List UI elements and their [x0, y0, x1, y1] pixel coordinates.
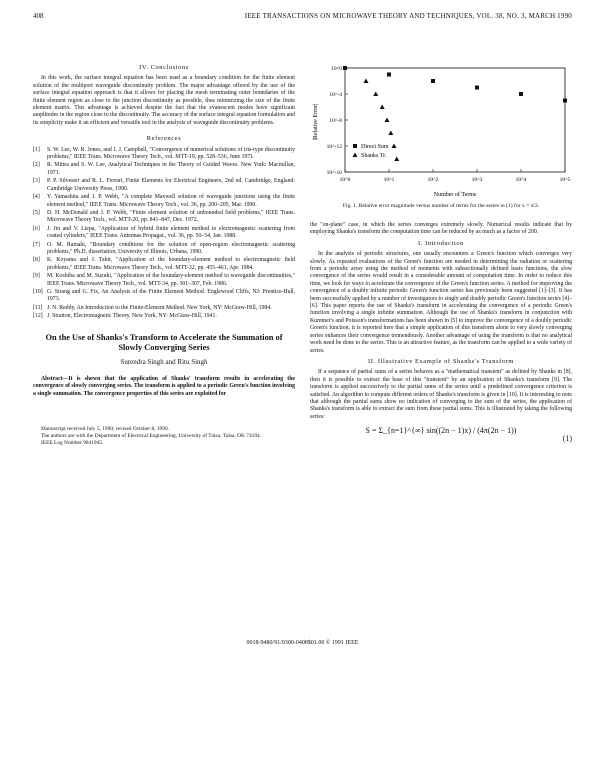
reference-text: J. Jin and V. Liepa, "Application of hybrid finite element method to electromagnetic scattering from coated cylinders," IEEE Trans. Antennas Propagat., vol. 36, pp. 50–54, Jan. 1988. [47, 225, 295, 240]
conclusions-body: In this work, the surface integral equation has been used as a boundary condition for the finite element solution of the multiport waveguide discontinuity problem. The major advantage offered by the use of the surface integral equation approach is that it allows for placing the mesh terminating outer boundaries of the finite element region as close to the junction discontinuity as possible, thus minimizing the size of the finite element matrix. This advantage is achieved despite the fact that the evanescent modes have significant amplitudes in the region close to the discontinuity. The accuracy of the surface integral equation formulation and its simplicity make it an efficient and versatile tool in the analysis of waveguide discontinuity problems. [33, 75, 295, 126]
reference-text: J. N. Reddy, An Introduction to the Finite-Element Method. New York, NY: McGraw-Hill, 1984. [47, 304, 272, 311]
legend [353, 144, 389, 159]
article-authors: Surendra Singh and Ritu Singh [120, 357, 208, 366]
shanks-point [392, 144, 397, 149]
direct-sum-point [431, 79, 435, 83]
right-column [310, 222, 572, 444]
shanks-point [363, 79, 368, 84]
introduction-body: In the analysis of periodic structures, one usually encounters a Green's function which converges very slowly. As repeated evaluations of the Green's function are needed in determining the radiation or scattering from a periodic array using the method of moments with subsectionally defined basis functions, the slow convergence of the series would result in a considerable amount of computation time. In order to reduce this time, we look for ways to accelerate the convergence of the Green's function series. A method for improving the convergence of a doubly infinite periodic Green's function series has previously been suggested [1]–[3]. It has been successfully applied by a number of investigators to singly and doubly periodic Green's function series [4]–[6]. This paper reports the use of Shanks's transform in accelerating the convergence of a periodic Green's function involving a single infinite summation. Although the use of Shanks's transform in conjunction with Kummer's and Poisson's transformations has been shown in [5] to improve the convergence of a doubly periodic Green's function, it is reported here that a simple application of this transform alone to very slowly converging series enhances their convergence tremendously. Another advantage of using the transform is that no analytical work need be done to the series. This is an attractive feature, as the transform can be applied to a wide variety of series. [310, 251, 572, 354]
reference-number: [2] [33, 162, 40, 169]
page-header [33, 12, 572, 24]
reference-item [33, 147, 295, 162]
reference-text: R. Mittra and S. W. Lee, Analytical Techniques in the Theory of Guided Waves. New York: Macmillan, 1971. [47, 162, 295, 176]
legend-label: Shanks Tr. [361, 153, 387, 159]
reference-number: [5] [33, 209, 40, 216]
reference-item [33, 242, 295, 257]
footnote-affiliation: The authors are with the Department of Electrical Engineering, University of Tulsa, Tulsa, OK 74104. [41, 433, 262, 440]
equation-1 [310, 426, 572, 444]
footnote-received: Manuscript received July 5, 1990; revised October 8, 1990. [41, 426, 169, 433]
reference-number: [4] [33, 194, 40, 201]
axis-ticks [327, 66, 571, 183]
section-2-heading: II. Illustrative Example of Shanks's Transform [368, 357, 514, 365]
reference-text: M. Koshiba and M. Suzuki, "Application of the boundary-element method to waveguide discontinuities," IEEE Trans. Microwave Theory Tech., vol. MTT-34, pp. 301–307, Feb. 1986. [47, 273, 295, 287]
figure-caption: Fig. 1. Relative error magnitude versus number of terms for the series in (1) for x = π/2. [342, 203, 540, 209]
y-tick-label: 10^-12 [326, 144, 342, 150]
x-tick-label: 10^0 [339, 177, 351, 183]
x-tick-label: 10^5 [559, 177, 571, 183]
direct-sum-point [343, 66, 347, 70]
y-axis-label: |Relative Error| [313, 103, 319, 141]
reference-number: [7] [33, 241, 40, 248]
reference-item [33, 226, 295, 241]
direct-sum-point [519, 92, 523, 96]
legend-label: Direct Sum [361, 144, 389, 150]
reference-item [33, 289, 295, 304]
article-title: On the Use of Shanks's Transform to Accelerate the Summation of Slowly Converging Series [45, 332, 283, 352]
abstract-continuation: the "on-plane" case, in which the series converges extremely slowly. Numerical results indicate that by employing Shanks's transform the computation time can be reduced by as much as a factor of 200. [310, 222, 572, 236]
conclusions-heading: IV. Conclusions [139, 64, 189, 71]
reference-text: S. W. Lee, W. R. Jones, and J. J. Campbell, "Convergence of numerical solutions of iris-type discontinuity problems," IEEE Trans. Microwave Theory Tech., vol. MTT-19, pp. 528–536, June 1971. [47, 146, 295, 161]
reference-item [33, 194, 295, 209]
section-2-body: If a sequence of partial sums of a series behaves as a "mathematical transient" as defined by Shanks in [8], then it is possible to extract the base of this "transient" by an application of Shanks's transform [9]. The transform is applied successively to the partial sums of the series until a predefined convergence criterion is satisfied. An algorithm to compute different orders of Shanks's transform is given in [10]. It is interesting to note that although the partial sums show no indication of converging to the sum of the series, the application of Shanks's transform is able to extract the sum from these partial sums. This is illustrated by taking the following series: [310, 369, 572, 420]
legend-marker-triangle [353, 153, 358, 158]
x-tick-label: 10^3 [471, 177, 483, 183]
direct-sum-point [563, 99, 567, 103]
reference-item [33, 273, 295, 288]
y-tick-label: 10^-16 [326, 170, 342, 176]
references-heading: References [146, 135, 182, 143]
reference-number: [3] [33, 178, 40, 185]
page-number: 408 [33, 12, 44, 20]
direct-sum-point [387, 73, 391, 77]
reference-text: Y. Yamashita and J. P. Webb, "A complete Maxwell solution of waveguide junctions using the finite element method," IEEE Trans. Microwave Theory Tech., vol. 36, pp. 200–205, Mar. 1990. [47, 194, 295, 208]
direct-sum-point [475, 86, 479, 90]
reference-number: [1] [33, 146, 40, 153]
reference-item [33, 162, 295, 177]
x-axis-label: Number of Terms [433, 192, 477, 198]
footnotes [33, 426, 295, 446]
shanks-point [394, 157, 399, 162]
reference-text: O. M. Ramahi, "Boundary conditions for the solution of open-region electromagnetic scattering problems," Ph.D. dissertation, University of Illinois, Urbana, 1990. [47, 241, 295, 255]
shanks-point [380, 105, 385, 110]
reference-item [33, 210, 295, 225]
reference-item [33, 178, 295, 193]
reference-number: [6] [33, 225, 40, 232]
x-tick-label: 10^2 [427, 177, 439, 183]
legend-marker-square [353, 144, 357, 148]
left-column [33, 62, 295, 447]
running-title: IEEE TRANSACTIONS ON MICROWAVE THEORY AND TECHNIQUES, VOL. 38, NO. 3, MARCH 1990 [244, 12, 572, 20]
x-tick-label: 10^1 [383, 177, 395, 183]
references-section [33, 135, 295, 320]
reference-number: [11] [33, 304, 43, 311]
y-tick-label: 10^-4 [329, 92, 342, 98]
reference-number: [8] [33, 257, 40, 264]
article-abstract: Abstract—It is shown that the application of Shanks' transform results in accelerating the convergence of slowly converging series. The transform is applied to a periodic Green's function involving a single summation. The convergence properties of this series are exploited for [33, 376, 295, 397]
reference-number: [9] [33, 273, 40, 280]
copyright-line: 0018-9480/91/0300-0408$01.00 © 1991 IEEE [246, 640, 359, 646]
reference-text: K. Koyama and J. Tahir, "Application of the boundary-element method to electromagnetic field problems," IEEE Trans. Microwave Theory Tech., vol. MTT-32, pp. 455–461, Apr. 1984. [47, 257, 295, 271]
reference-number: [10] [33, 288, 43, 295]
reference-item [33, 313, 295, 320]
introduction-heading: I. Introduction [418, 239, 464, 247]
shanks-point [388, 131, 393, 136]
reference-text: J. Stratton, Electromagnetic Theory. New York, NY: McGraw-Hill, 1941. [47, 313, 217, 320]
footnote-log-number: IEEE Log Number 9041945. [41, 439, 104, 446]
reference-item [33, 305, 295, 312]
reference-text: D. H. McDonald and J. P. Webb, "Finite element solution of unbounded field problems," IEEE Trans. Microwave Theory Tech., vol. MTT-20, pp. 841–847, Dec. 1972. [47, 209, 295, 224]
equation-number: (1) [562, 434, 572, 444]
shanks-point [373, 92, 378, 97]
reference-text: P. P. Silvester and R. L. Ferrari, Finite Elements for Electrical Engineers, 2nd ed. Cambridge, England: Cambridge University Press, 1990. [47, 178, 295, 192]
figure-1-chart [305, 62, 575, 202]
reference-list [33, 147, 295, 321]
y-tick-label: 10^-8 [329, 118, 342, 124]
reference-text: G. Strang and G. Fix, An Analysis of the Finite Element Method. Englewood Cliffs, NJ: Prentice-Hall, 1973. [47, 288, 295, 303]
x-tick-label: 10^4 [515, 177, 527, 183]
reference-number: [12] [33, 313, 43, 320]
y-tick-label: 10^0 [331, 66, 342, 72]
shanks-point [384, 118, 389, 123]
reference-item [33, 257, 295, 272]
equation-expression: S = Σ_{n=1}^{∞} sin((2n − 1)x) / (4π(2n − 1)) [365, 426, 517, 436]
